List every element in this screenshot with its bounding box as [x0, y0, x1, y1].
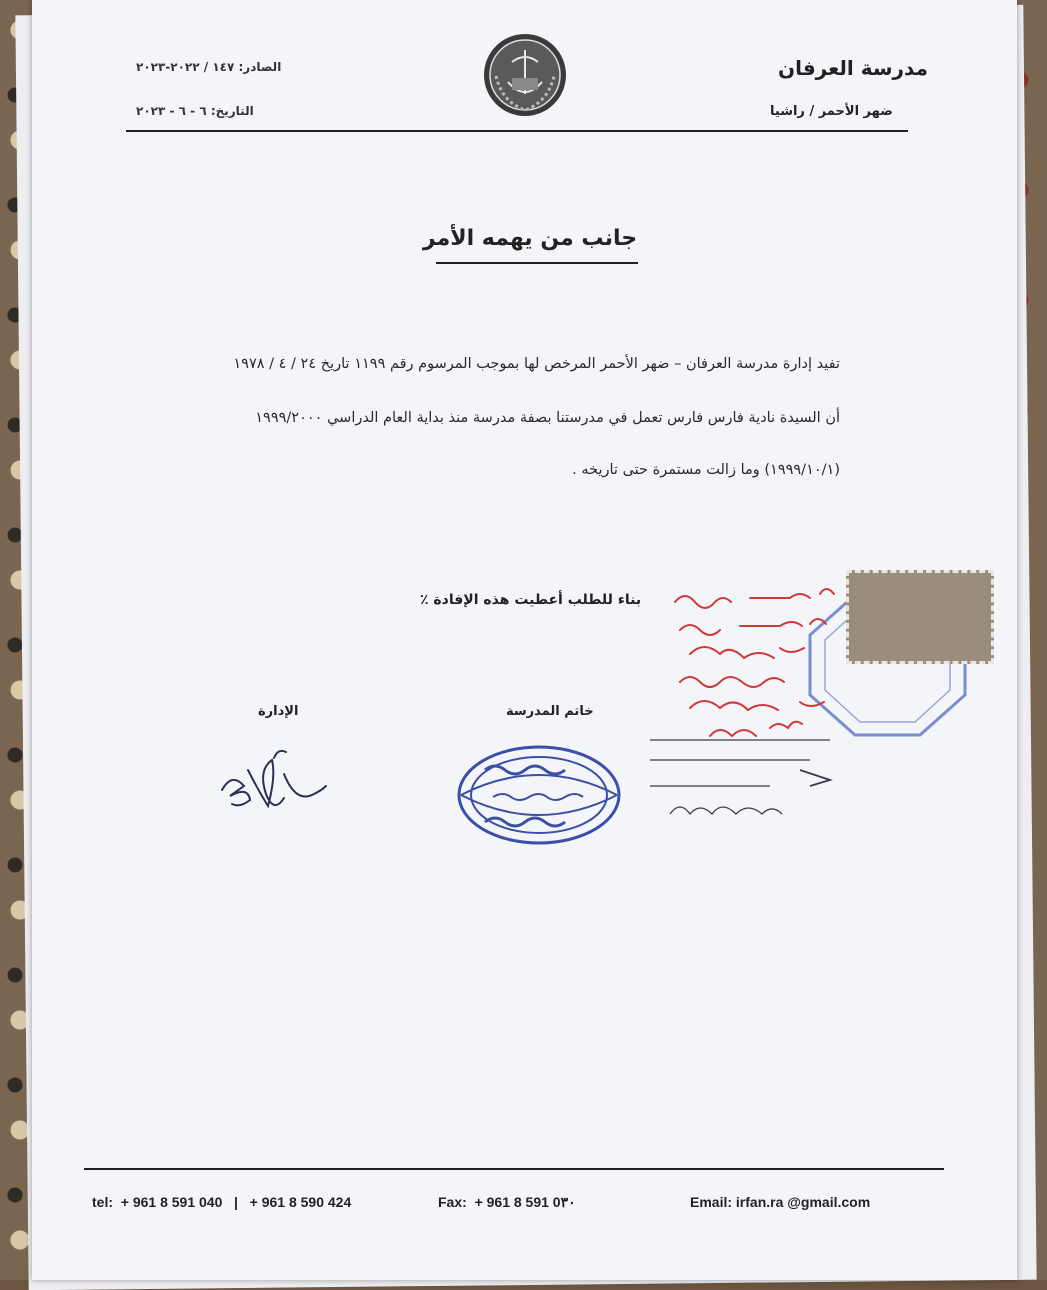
subject-underline	[436, 262, 638, 264]
school-stamp-label: خاتم المدرسة	[506, 704, 594, 719]
certification-handwriting	[640, 730, 870, 830]
footer-telephone: tel: + 961 8 591 040 | + 961 8 590 424	[92, 1194, 352, 1210]
document-date: التاريخ: ٦ - ٦ - ٢٠٢٣	[136, 104, 254, 118]
administration-signature	[214, 740, 329, 820]
administration-label: الإدارة	[258, 704, 299, 719]
school-address: ضهر الأحمر / راشيا	[770, 104, 893, 119]
closing-statement: بناء للطلب أعطيت هذه الإفادة ٪	[420, 592, 642, 608]
body-line-1: تفيد إدارة مدرسة العرفان – ضهر الأحمر المرخص لها بموجب المرسوم رقم ١١٩٩ تاريخ ٢٤ / ٤ / ١٩٧٨	[233, 356, 840, 372]
footer-fax: Fax: + 961 8 591 0٣٠	[438, 1194, 576, 1210]
header-divider	[126, 130, 908, 132]
footer-divider	[84, 1168, 944, 1170]
body-line-2: أن السيدة نادية فارس فارس تعمل في مدرستنا بصفة مدرسة منذ بداية العام الدراسي ١٩٩٩/٢٠٠٠	[255, 410, 840, 426]
document-subject: جانب من يهمه الأمر	[422, 226, 638, 251]
school-name: مدرسة العرفان	[778, 56, 928, 80]
reference-number: الصادر: ١٤٧ / ٢٠٢٢-٢٠٢٣	[136, 60, 282, 74]
school-logo	[482, 32, 568, 118]
school-stamp	[455, 742, 623, 848]
revenue-stamp	[846, 570, 994, 664]
handwritten-red-notes	[660, 578, 860, 748]
body-line-3: (١٩٩٩/١٠/١) وما زالت مستمرة حتى تاريخه .	[572, 462, 840, 478]
footer-email: Email: irfan.ra @gmail.com	[690, 1194, 871, 1210]
